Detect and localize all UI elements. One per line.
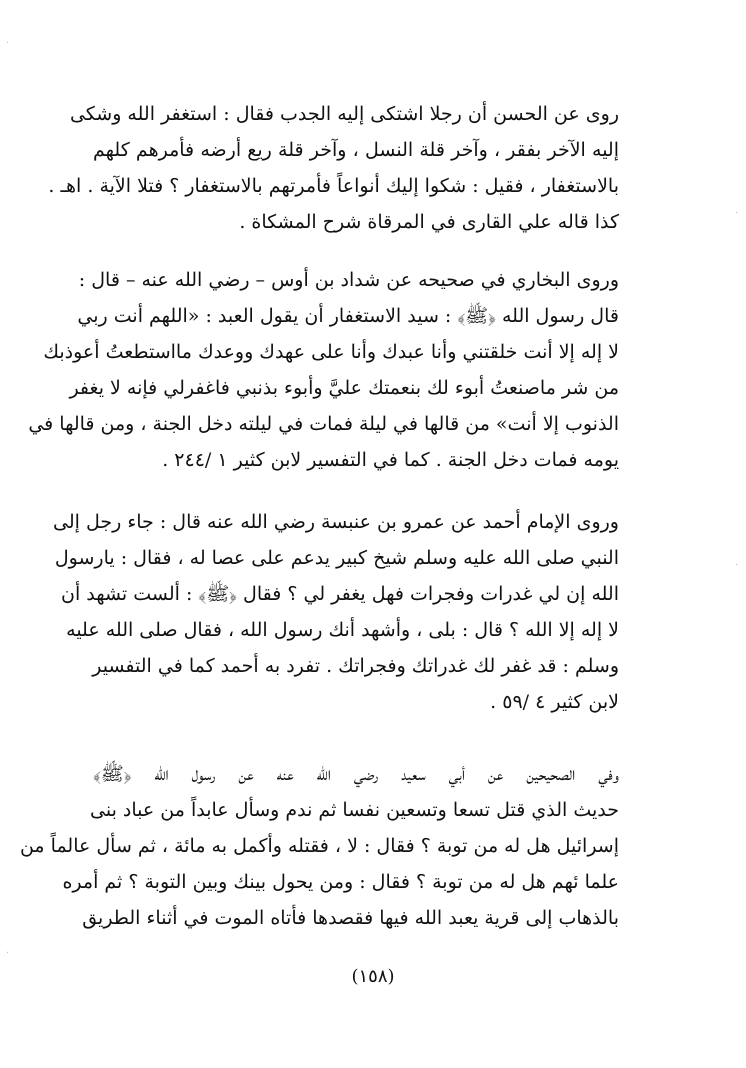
paragraph-sayyid-al-istighfar [28, 262, 619, 478]
paragraph-hadith-hundred-souls [19, 756, 619, 936]
text-line: لا إله إلا الله ؟ قال : بلى ، وأشهد أنك رسول الله ، فقال صلى الله عليه [66, 619, 619, 641]
text-line: يومه فمات دخل الجنة . كما في التفسير لابن كثير ١ /٢٤٤ . [162, 449, 619, 471]
text-line: وروى البخاري في صحيحه عن شداد بن أوس – رضي الله عنه – قال : [78, 269, 619, 291]
paragraph-amr-bin-abasa [53, 504, 619, 720]
text-line: روى عن الحسن أن رجلا اشتكى إليه الجدب فقال : استغفر الله وشكى [69, 103, 619, 125]
text-line: إليه الآخر بفقر ، وآخر قلة النسل ، وآخر قلة ريع أرضه فأمرهم كلهم [93, 139, 619, 161]
text-line: علما ئهم هل له من توبة ؟ فقال : ومن يحول بينك وبين التوبة ؟ ثم أمره [62, 871, 619, 893]
margin-speck: · [6, 948, 10, 959]
text-line: بالذهاب إلى قرية يعبد الله فيها فقصدها فأتاه الموت في أثناء الطريق [82, 907, 619, 929]
text-line: لابن كثير ٤ /٥٩ . [490, 691, 619, 713]
text-line: من شر ماصنعتُ أبوء لك بنعمتك عليَّ وأبوء بذنبي فاغفرلي فإنه لا يغفر [69, 377, 619, 399]
text-line: الذنوب إلا أنت» من قالها في ليلة فمات في ليلته دخل الجنة ، ومن قالها في [28, 413, 619, 435]
text-line: وفي الصحيحين عن أبي سعيد رضي الله عنه عن رسول الله ﴿ﷺ﴾ [93, 763, 619, 785]
text-line: الله إن لي غدرات وفجرات فهل يغفر لي ؟ فقال ﴿ﷺ﴾ : ألست تشهد أن [60, 583, 619, 605]
text-line: بالاستغفار ، فقيل : شكوا إليك أنواعاً فأمرتهم بالاستغفار ؟ فتلا الآية . اهـ . [48, 175, 619, 197]
text-line: قال رسول الله ﴿ﷺ﴾ : سيد الاستغفار أن يقول العبد : «اللهم أنت ربي [77, 305, 619, 327]
text-line: وروى الإمام أحمد عن عمرو بن عنبسة رضي الله عنه قال : جاء رجل إلى [53, 511, 619, 533]
margin-speck: · [735, 208, 739, 219]
text-line: كذا قاله علي القارى في المرقاة شرح المشكاة . [239, 211, 619, 233]
margin-speck: · [735, 560, 739, 571]
text-line: إسرائيل هل له من توبة ؟ فقال : لا ، فقتله وأكمل به مائة ، ثم سأل عالماً من [19, 835, 619, 857]
text-line: حديث الذي قتل تسعا وتسعين نفسا ثم ندم وسأل عابداً من عباد بنى [90, 799, 619, 821]
paragraph-hasan-istighfar [48, 96, 619, 240]
page-number: (١٥٨) [351, 966, 395, 987]
text-line: لا إله إلا أنت خلقتني وأنا عبدك وأنا على عهدك ووعدك مااستطعتُ أعوذبك [43, 341, 619, 363]
text-line: وسلم : قد غفر لك غدراتك وفجراتك . تفرد به أحمد كما في التفسير [92, 655, 619, 677]
text-line: النبي صلى الله عليه وسلم شيخ كبير يدعم على عصا له ، فقال : يارسول [54, 547, 619, 569]
margin-speck: · [6, 38, 10, 49]
